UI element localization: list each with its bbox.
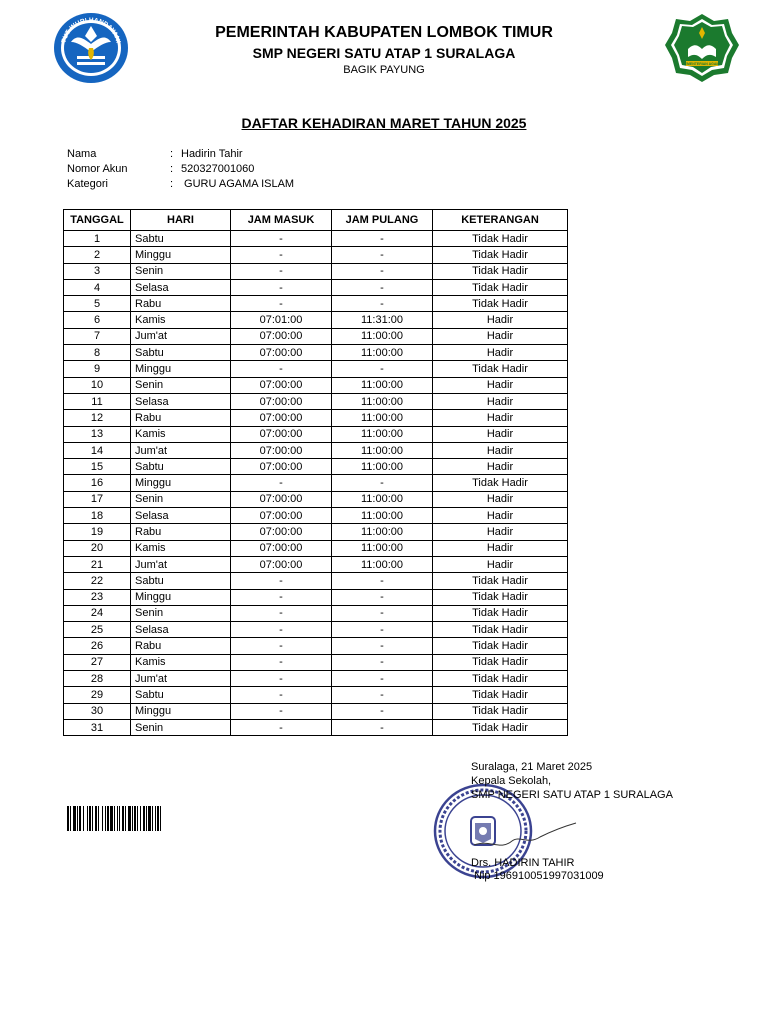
cell-status: Tidak Hadir <box>433 361 568 377</box>
cell-time-in: 07:00:00 <box>231 377 332 393</box>
cell-date: 2 <box>64 247 131 263</box>
cell-status: Hadir <box>433 393 568 409</box>
cell-date: 10 <box>64 377 131 393</box>
cell-day: Senin <box>131 263 231 279</box>
cell-status: Tidak Hadir <box>433 654 568 670</box>
cell-date: 7 <box>64 328 131 344</box>
table-row <box>64 671 568 687</box>
cell-time-in: - <box>231 687 332 703</box>
document-title: DAFTAR KEHADIRAN MARET TAHUN 2025 <box>241 115 527 131</box>
table-row <box>64 605 568 621</box>
cell-time-in: - <box>231 622 332 638</box>
cell-date: 9 <box>64 361 131 377</box>
column-header: TANGGAL <box>64 210 131 231</box>
attendance-table <box>63 209 568 736</box>
svg-text:TUT WURI HANDAYANI: TUT WURI HANDAYANI <box>60 16 122 44</box>
cell-time-out: 11:00:00 <box>332 345 433 361</box>
signature-nip: Nip 196910051997031009 <box>474 870 604 882</box>
table-row <box>64 426 568 442</box>
cell-time-in: 07:00:00 <box>231 442 332 458</box>
cell-status: Tidak Hadir <box>433 638 568 654</box>
cell-status: Tidak Hadir <box>433 622 568 638</box>
table-body <box>64 231 568 736</box>
cell-time-in: - <box>231 279 332 295</box>
cell-status: Hadir <box>433 491 568 507</box>
cell-date: 29 <box>64 687 131 703</box>
cell-day: Selasa <box>131 279 231 295</box>
cell-time-out: 11:31:00 <box>332 312 433 328</box>
cell-day: Kamis <box>131 540 231 556</box>
cell-time-in: 07:00:00 <box>231 459 332 475</box>
cell-time-in: - <box>231 231 332 247</box>
cell-day: Rabu <box>131 638 231 654</box>
cell-time-in: - <box>231 719 332 735</box>
column-header: KETERANGAN <box>433 210 568 231</box>
cell-date: 17 <box>64 491 131 507</box>
info-value: GURU AGAMA ISLAM <box>181 178 295 190</box>
cell-day: Minggu <box>131 589 231 605</box>
cell-date: 8 <box>64 345 131 361</box>
table-row <box>64 410 568 426</box>
cell-time-in: - <box>231 703 332 719</box>
cell-date: 16 <box>64 475 131 491</box>
cell-status: Hadir <box>433 410 568 426</box>
cell-status: Tidak Hadir <box>433 296 568 312</box>
info-label: Kategori <box>67 178 108 190</box>
barcode <box>67 806 207 831</box>
cell-day: Sabtu <box>131 231 231 247</box>
cell-date: 12 <box>64 410 131 426</box>
cell-status: Tidak Hadir <box>433 573 568 589</box>
cell-time-out: - <box>332 296 433 312</box>
table-row <box>64 263 568 279</box>
info-label: Nomor Akun <box>67 163 128 175</box>
svg-text:KEMENTERIAN AGAMA: KEMENTERIAN AGAMA <box>682 62 722 66</box>
cell-time-out: - <box>332 703 433 719</box>
info-row-name <box>0 148 768 163</box>
table-row <box>64 654 568 670</box>
cell-time-in: - <box>231 361 332 377</box>
header-location: BAGIK PAYUNG <box>343 64 425 76</box>
cell-date: 20 <box>64 540 131 556</box>
column-header: JAM MASUK <box>231 210 332 231</box>
table-row <box>64 524 568 540</box>
cell-time-in: 07:00:00 <box>231 328 332 344</box>
cell-time-out: - <box>332 589 433 605</box>
cell-day: Selasa <box>131 393 231 409</box>
table-row <box>64 442 568 458</box>
cell-status: Tidak Hadir <box>433 279 568 295</box>
cell-time-in: 07:00:00 <box>231 524 332 540</box>
cell-status: Hadir <box>433 345 568 361</box>
cell-time-in: 07:00:00 <box>231 508 332 524</box>
cell-date: 22 <box>64 573 131 589</box>
cell-day: Kamis <box>131 654 231 670</box>
info-colon: : <box>170 178 174 190</box>
cell-date: 6 <box>64 312 131 328</box>
cell-time-in: - <box>231 247 332 263</box>
cell-time-out: 11:00:00 <box>332 508 433 524</box>
cell-time-in: 07:00:00 <box>231 345 332 361</box>
cell-day: Sabtu <box>131 687 231 703</box>
cell-date: 21 <box>64 556 131 572</box>
cell-day: Sabtu <box>131 573 231 589</box>
table-row <box>64 377 568 393</box>
table-row <box>64 393 568 409</box>
cell-day: Sabtu <box>131 345 231 361</box>
cell-day: Senin <box>131 719 231 735</box>
cell-status: Hadir <box>433 442 568 458</box>
cell-status: Tidak Hadir <box>433 671 568 687</box>
table-row <box>64 247 568 263</box>
cell-time-out: 11:00:00 <box>332 377 433 393</box>
signature-place-date: Suralaga, 21 Maret 2025 <box>471 761 593 773</box>
cell-day: Senin <box>131 491 231 507</box>
cell-status: Tidak Hadir <box>433 687 568 703</box>
cell-time-out: - <box>332 475 433 491</box>
cell-day: Minggu <box>131 361 231 377</box>
table-row <box>64 459 568 475</box>
cell-time-in: - <box>231 671 332 687</box>
cell-time-in: 07:00:00 <box>231 426 332 442</box>
cell-time-out: - <box>332 247 433 263</box>
cell-day: Jum'at <box>131 328 231 344</box>
cell-time-out: - <box>332 671 433 687</box>
cell-day: Sabtu <box>131 459 231 475</box>
cell-time-out: - <box>332 605 433 621</box>
cell-status: Tidak Hadir <box>433 247 568 263</box>
info-value: 520327001060 <box>181 163 255 175</box>
cell-date: 11 <box>64 393 131 409</box>
signature-role: Kepala Sekolah, <box>471 775 552 787</box>
cell-time-in: 07:00:00 <box>231 491 332 507</box>
cell-day: Rabu <box>131 524 231 540</box>
signature-scribble <box>470 815 580 855</box>
signature-school: SMP NEGERI SATU ATAP 1 SURALAGA <box>471 789 673 801</box>
cell-time-out: - <box>332 719 433 735</box>
table-header-row <box>64 210 568 231</box>
cell-time-out: - <box>332 654 433 670</box>
column-header: JAM PULANG <box>332 210 433 231</box>
cell-time-out: 11:00:00 <box>332 524 433 540</box>
cell-status: Hadir <box>433 524 568 540</box>
table-row <box>64 556 568 572</box>
signature-name: Drs. HADIRIN TAHIR <box>471 857 575 869</box>
cell-date: 23 <box>64 589 131 605</box>
cell-date: 30 <box>64 703 131 719</box>
cell-day: Selasa <box>131 622 231 638</box>
info-value: Hadirin Tahir <box>181 148 243 160</box>
cell-time-out: - <box>332 687 433 703</box>
info-colon: : <box>170 163 174 175</box>
cell-time-in: 07:01:00 <box>231 312 332 328</box>
column-header: HARI <box>131 210 231 231</box>
cell-time-in: 07:00:00 <box>231 556 332 572</box>
table-row <box>64 279 568 295</box>
table-row <box>64 328 568 344</box>
cell-time-in: 07:00:00 <box>231 410 332 426</box>
header-school: SMP NEGERI SATU ATAP 1 SURALAGA <box>252 45 516 61</box>
cell-status: Tidak Hadir <box>433 231 568 247</box>
cell-day: Selasa <box>131 508 231 524</box>
table-row <box>64 296 568 312</box>
table-row <box>64 719 568 735</box>
cell-date: 25 <box>64 622 131 638</box>
table-row <box>64 345 568 361</box>
cell-time-out: 11:00:00 <box>332 426 433 442</box>
cell-day: Minggu <box>131 247 231 263</box>
cell-date: 18 <box>64 508 131 524</box>
cell-time-out: 11:00:00 <box>332 459 433 475</box>
cell-day: Minggu <box>131 475 231 491</box>
cell-time-in: - <box>231 296 332 312</box>
cell-date: 27 <box>64 654 131 670</box>
cell-day: Jum'at <box>131 671 231 687</box>
cell-status: Tidak Hadir <box>433 589 568 605</box>
cell-time-out: - <box>332 231 433 247</box>
table-row <box>64 312 568 328</box>
cell-date: 3 <box>64 263 131 279</box>
cell-time-out: 11:00:00 <box>332 442 433 458</box>
cell-date: 5 <box>64 296 131 312</box>
info-row-category <box>0 178 768 193</box>
cell-time-in: 07:00:00 <box>231 540 332 556</box>
header-government: PEMERINTAH KABUPATEN LOMBOK TIMUR <box>215 24 553 41</box>
cell-day: Minggu <box>131 703 231 719</box>
cell-time-in: - <box>231 638 332 654</box>
employee-info <box>0 148 768 198</box>
cell-date: 19 <box>64 524 131 540</box>
cell-date: 26 <box>64 638 131 654</box>
cell-time-out: 11:00:00 <box>332 556 433 572</box>
table-row <box>64 361 568 377</box>
cell-status: Tidak Hadir <box>433 719 568 735</box>
cell-status: Tidak Hadir <box>433 605 568 621</box>
info-row-account <box>0 163 768 178</box>
table-row <box>64 687 568 703</box>
cell-date: 15 <box>64 459 131 475</box>
cell-time-in: - <box>231 589 332 605</box>
table-row <box>64 508 568 524</box>
cell-day: Rabu <box>131 410 231 426</box>
table-row <box>64 491 568 507</box>
cell-status: Hadir <box>433 312 568 328</box>
cell-status: Hadir <box>433 508 568 524</box>
cell-date: 14 <box>64 442 131 458</box>
cell-status: Hadir <box>433 556 568 572</box>
info-colon: : <box>170 148 174 160</box>
cell-time-out: 11:00:00 <box>332 393 433 409</box>
cell-day: Senin <box>131 605 231 621</box>
cell-status: Hadir <box>433 377 568 393</box>
cell-status: Hadir <box>433 328 568 344</box>
table-row <box>64 540 568 556</box>
cell-day: Jum'at <box>131 442 231 458</box>
cell-time-out: - <box>332 361 433 377</box>
cell-time-out: 11:00:00 <box>332 491 433 507</box>
cell-date: 28 <box>64 671 131 687</box>
cell-day: Senin <box>131 377 231 393</box>
cell-time-out: 11:00:00 <box>332 328 433 344</box>
table-row <box>64 638 568 654</box>
cell-date: 31 <box>64 719 131 735</box>
cell-time-out: - <box>332 622 433 638</box>
cell-date: 24 <box>64 605 131 621</box>
cell-time-in: 07:00:00 <box>231 393 332 409</box>
cell-status: Tidak Hadir <box>433 263 568 279</box>
table-row <box>64 622 568 638</box>
cell-time-out: - <box>332 573 433 589</box>
cell-status: Hadir <box>433 459 568 475</box>
cell-time-in: - <box>231 573 332 589</box>
cell-date: 1 <box>64 231 131 247</box>
cell-status: Hadir <box>433 426 568 442</box>
table-row <box>64 589 568 605</box>
cell-date: 13 <box>64 426 131 442</box>
cell-time-out: - <box>332 638 433 654</box>
cell-time-in: - <box>231 654 332 670</box>
info-label: Nama <box>67 148 97 160</box>
cell-day: Rabu <box>131 296 231 312</box>
cell-status: Hadir <box>433 540 568 556</box>
table-row <box>64 231 568 247</box>
cell-time-in: - <box>231 263 332 279</box>
cell-day: Jum'at <box>131 556 231 572</box>
cell-status: Tidak Hadir <box>433 703 568 719</box>
cell-date: 4 <box>64 279 131 295</box>
cell-status: Tidak Hadir <box>433 475 568 491</box>
cell-time-in: - <box>231 605 332 621</box>
cell-day: Kamis <box>131 426 231 442</box>
cell-day: Kamis <box>131 312 231 328</box>
cell-time-out: - <box>332 263 433 279</box>
cell-time-out: 11:00:00 <box>332 540 433 556</box>
table-row <box>64 573 568 589</box>
cell-time-out: 11:00:00 <box>332 410 433 426</box>
table-row <box>64 475 568 491</box>
cell-time-in: - <box>231 475 332 491</box>
cell-time-out: - <box>332 279 433 295</box>
table-row <box>64 703 568 719</box>
